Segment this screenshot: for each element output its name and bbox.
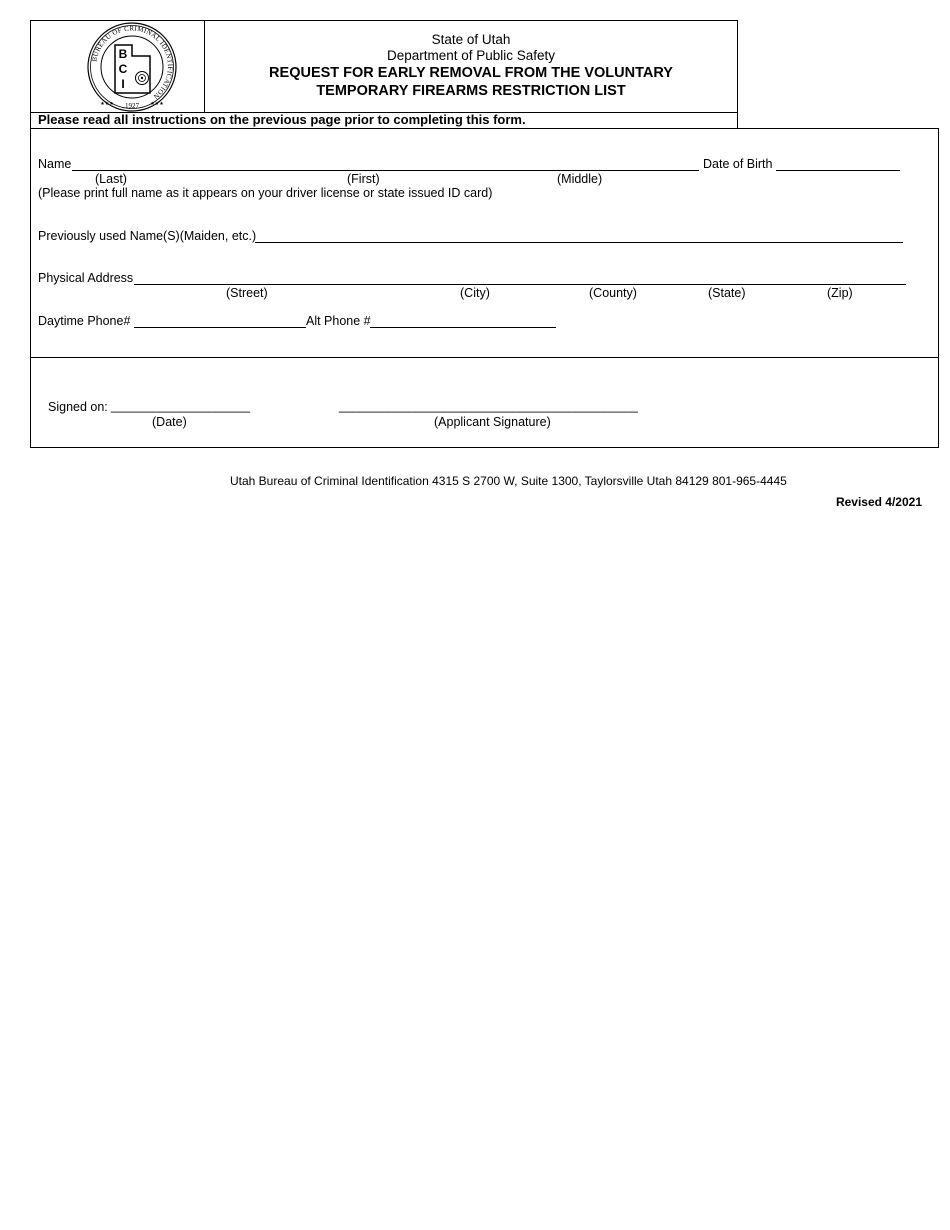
seal-letter-b: B xyxy=(118,47,128,61)
name-note: (Please print full name as it appears on your driver license or state issued ID card) xyxy=(38,186,493,200)
footer-address: Utah Bureau of Criminal Identification 4315 S 2700 W, Suite 1300, Taylorsville Utah 84129 801-965-4445 xyxy=(230,474,787,488)
section-divider xyxy=(31,357,938,358)
signature-caption: (Applicant Signature) xyxy=(434,415,551,429)
name-field[interactable] xyxy=(72,170,699,171)
name-label: Name xyxy=(38,157,72,171)
signature-field[interactable]: ___________________________________________ xyxy=(339,399,638,413)
seal-year: 1927 xyxy=(125,102,139,110)
seal-letter-c: C xyxy=(118,62,128,76)
address-city-caption: (City) xyxy=(460,286,490,300)
instructions-row xyxy=(30,111,738,129)
badge-emblem-icon xyxy=(136,72,149,85)
day-phone-field[interactable] xyxy=(134,327,306,328)
seal-stars-left: ★★★ xyxy=(100,101,114,107)
state-name: State of Utah xyxy=(431,32,511,47)
revised-date: Revised 4/2021 xyxy=(835,495,922,509)
prev-name-field[interactable] xyxy=(255,242,903,243)
alt-phone-label: Alt Phone # xyxy=(306,314,371,328)
address-zip-caption: (Zip) xyxy=(827,286,853,300)
bci-seal-logo xyxy=(31,21,204,112)
date-caption: (Date) xyxy=(152,415,187,429)
seal-stars-right: ★★★ xyxy=(150,101,164,107)
name-last-caption: (Last) xyxy=(95,172,127,186)
seal-ring-text: BUREAU OF CRIMINAL IDENTIFICATION xyxy=(90,24,175,101)
signed-date-field[interactable]: ____________________ xyxy=(111,399,251,413)
logo-cell xyxy=(31,21,205,112)
address-label: Physical Address xyxy=(38,271,134,285)
form-title-line2: TEMPORARY FIREARMS RESTRICTION LIST xyxy=(316,83,626,99)
department-name: Department of Public Safety xyxy=(386,48,556,63)
address-street-caption: (Street) xyxy=(226,286,268,300)
dob-field[interactable] xyxy=(776,170,900,171)
prev-name-label: Previously used Name(S)(Maiden, etc.) xyxy=(38,229,257,243)
form-title-line1: REQUEST FOR EARLY REMOVAL FROM THE VOLUNTARY xyxy=(269,65,673,81)
seal-letter-i: I xyxy=(121,77,125,91)
instructions-text: Please read all instructions on the previous page prior to completing this form. xyxy=(38,112,526,127)
name-middle-caption: (Middle) xyxy=(557,172,603,186)
address-field[interactable] xyxy=(134,284,906,285)
alt-phone-field[interactable] xyxy=(370,327,556,328)
title-cell xyxy=(205,21,737,112)
dob-label: Date of Birth xyxy=(703,157,773,171)
address-state-caption: (State) xyxy=(708,286,746,300)
day-phone-label: Daytime Phone# xyxy=(38,314,131,328)
form-header xyxy=(30,20,738,113)
signed-on-label: Signed on: xyxy=(48,400,108,414)
name-first-caption: (First) xyxy=(347,172,380,186)
address-county-caption: (County) xyxy=(589,286,637,300)
